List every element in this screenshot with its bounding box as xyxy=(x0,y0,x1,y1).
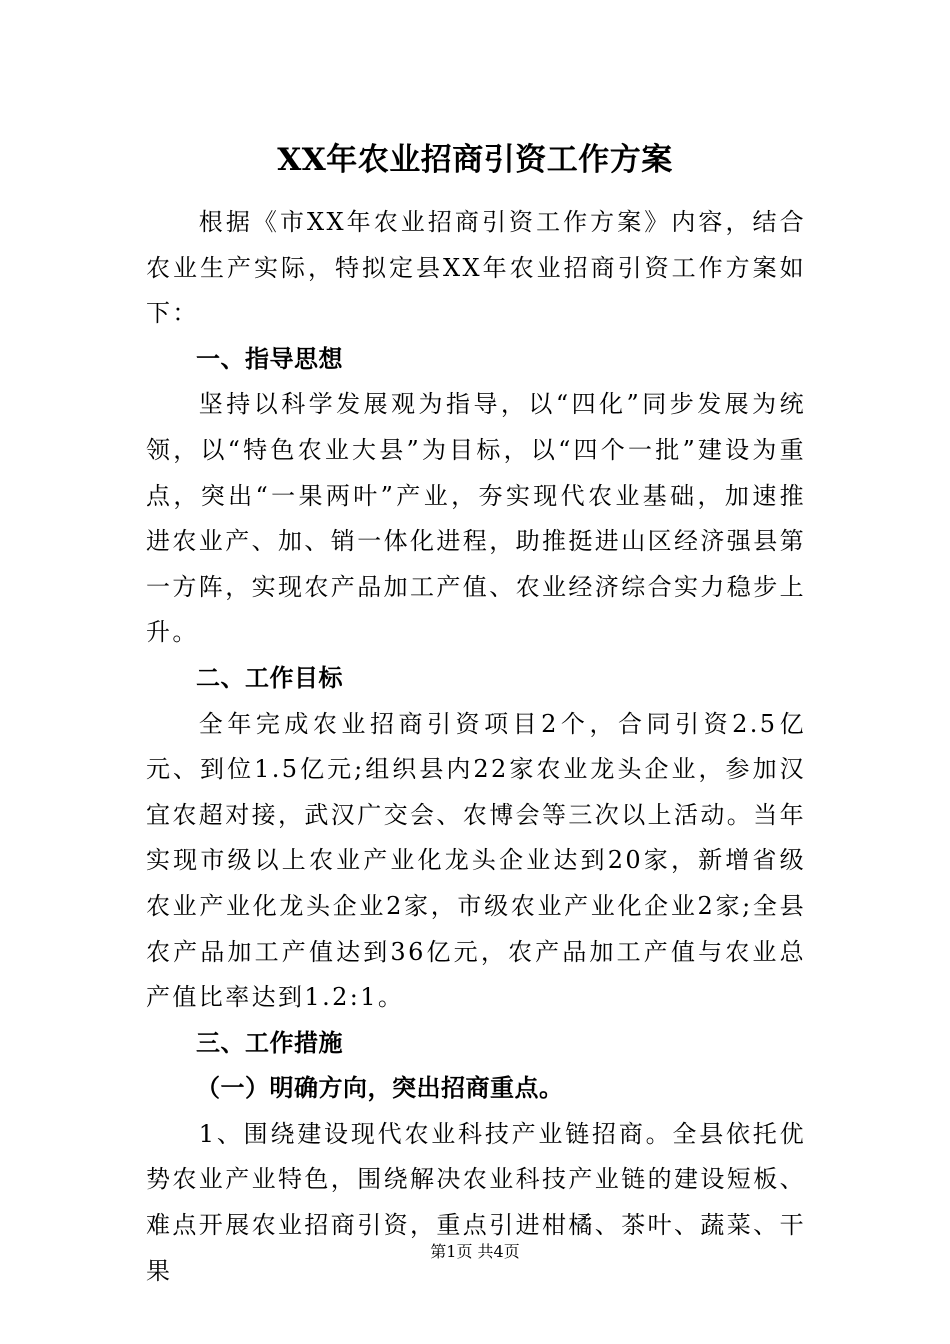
document-title: XX年农业招商引资工作方案 xyxy=(277,142,673,178)
intro-paragraph: 根据《市XX年农业招商引资工作方案》内容，结合农业生产实际，特拟定县XX年农业招商引资工作方案如下： xyxy=(146,208,806,328)
work-goals-paragraph: 全年完成农业招商引资项目2个，合同引资2.5亿元、到位1.5亿元;组织县内22家农业龙头企业，参加汉宜农超对接，武汉广交会、农博会等三次以上活动。当年实现市级以上农业产业化龙头企业达到20家，新增省级农业产业化龙头企业2家，市级农业产业化企业2家;全县农产品加工产值达到36亿元，农产品加工产值与农业总产值比率达到1.2:1。 xyxy=(146,709,806,1012)
section-heading-guiding-thought: 一、指导思想 xyxy=(196,344,343,373)
subsection-heading-direction: （一）明确方向，突出招商重点。 xyxy=(196,1074,564,1103)
section-heading-work-goals: 二、工作目标 xyxy=(196,663,343,692)
document-body xyxy=(146,200,806,1294)
work-measures-paragraph: 1、围绕建设现代农业科技产业链招商。全县依托优势农业产业特色，围绕解决农业科技产业链的建设短板、难点开展农业招商引资，重点引进柑橘、茶叶、蔬菜、干果 xyxy=(146,1119,806,1285)
page-footer: 第1页 共4页 xyxy=(430,1242,520,1261)
section-heading-work-measures: 三、工作措施 xyxy=(196,1028,343,1057)
guiding-thought-paragraph: 坚持以科学发展观为指导，以“四化”同步发展为统领，以“特色农业大县”为目标，以“四个一批”建设为重点，突出“一果两叶”产业，夯实现代农业基础，加速推进农业产、加、销一体化进程，助推挺进山区经济强县第一方阵，实现农产品加工产值、农业经济综合实力稳步上升。 xyxy=(146,390,806,647)
